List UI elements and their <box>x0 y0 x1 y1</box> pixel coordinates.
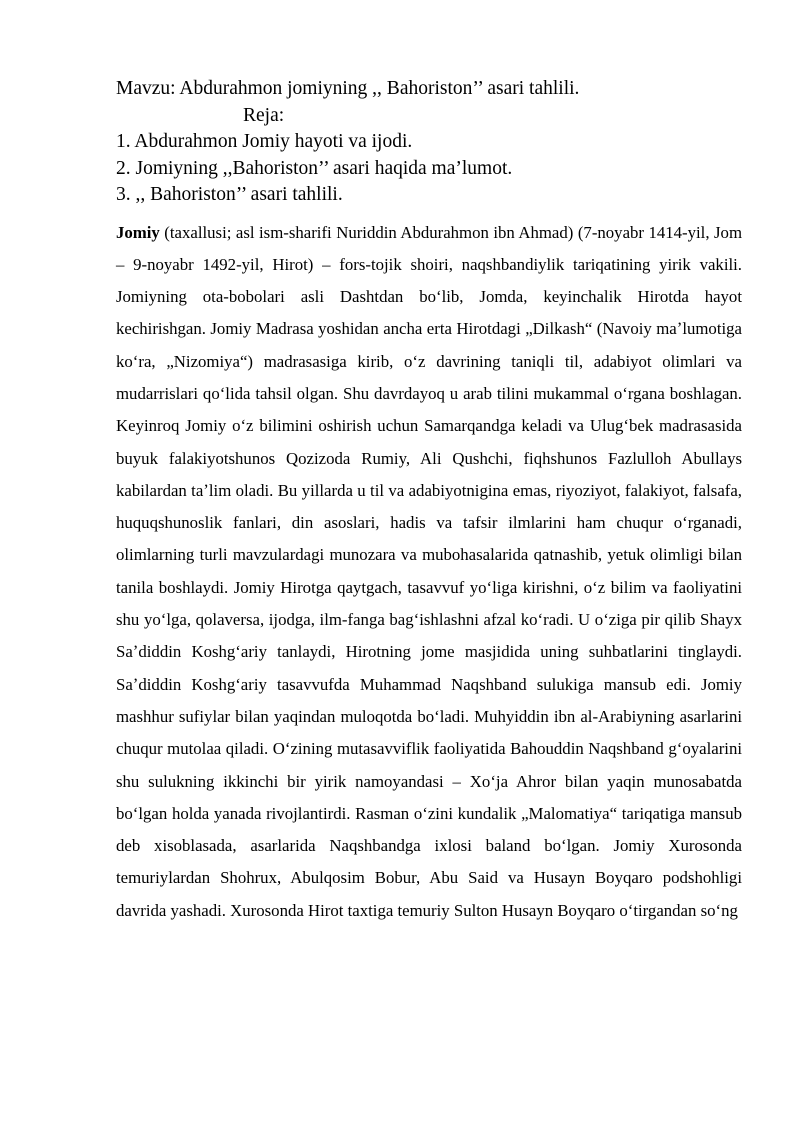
body-paragraph <box>116 217 742 928</box>
plan-heading: Reja: <box>243 104 285 126</box>
plan-item: 2. Jomiyning ,,Bahoriston’’ asari haqida ma’lumot. <box>116 157 513 179</box>
plan-item: 3. ,, Bahoriston’’ asari tahlili. <box>116 184 343 205</box>
plan-item: 1. Abdurahmon Jomiy hayoti va ijodi. <box>116 131 413 152</box>
document-page <box>116 76 742 944</box>
lead-word: Jomiy <box>116 222 160 242</box>
paragraph-text: (taxallusi; asl ism-sharifi Nuriddin Abdurahmon ibn Ahmad) (7-noyabr 1414-yil, Jom – 9-noyabr 1492-yil, Hirot) – fors-tojik shoiri, naqshbandiylik tariqatining yirik vakili. Jomiyning ota-bobolari asli Dashtdan boʻlib, Jomda, keyinchalik Hirotda hayot kechirishgan. Jomiy Madrasa yoshidan ancha erta Hirotdagi „Dilkash“ (Navoiy maʼlumotiga koʻra, „Nizomiya“) madrasasiga kirib, oʻz davrining taniqli til, adabiyot olimlari va mudarrislari qoʻlida tahsil olgan. Shu davrdayoq u arab tilini mukammal oʻrgana boshlagan. Keyinroq Jomiy oʻz bilimini oshirish uchun Samarqandga keladi va Ulugʻbek madrasasida buyuk falakiyotshunos Qozizoda Rumiy, Ali Qushchi, fiqhshunos Fazlulloh Abullays kabilardan taʼlim oladi. Bu yillarda u til va adabiyotnigina emas, riyoziyot, falakiyot, falsafa, huquqshunoslik fanlari, din asoslari, hadis va tafsir ilmlarini ham chuqur oʻrganadi, olimlarning turli mavzulardagi munozara va mubohasalarida qatnashib, yetuk olimligi bilan tanila boshlaydi. Jomiy Hirotga qaytgach, tasavvuf yoʻliga kirishni, oʻz bilim va faoliyatini shu yoʻlga, qolaversa, ijodga, ilm-fanga bagʻishlashni afzal koʻradi. U oʻziga pir qilib Shayx Saʼdiddin Koshgʻariy tanlaydi, Hirotning jome masjidida uning suhbatlarini tinglaydi. Saʼdiddin Koshgʻariy tasavvufda Muhammad Naqshband sulukiga mansub edi. Jomiy mashhur sufiylar bilan yaqindan muloqotda boʻladi. Muhyiddin ibn al-Arabiyning asarlarini chuqur mutolaa qiladi. Oʻzining mutasavviflik faoliyatida Bahouddin Naqshband gʻoyalarini shu sulukning ikkinchi bir yirik namoyandasi – Xoʻja Ahror bilan yaqin munosabatda boʻlgan holda yanada rivojlantirdi. Rasman oʻzini kundalik „Malomatiya“ tariqatiga mansub deb xisoblasada, asarlarida Naqshbandga ixlosi baland boʻlgan. Jomiy Xurosonda temuriylardan Shohrux, Abulqosim Bobur, Abu Said va Husayn Boyqaro podshohligi davrida yashadi. Xurosonda Hirot taxtiga temuriy Sulton Husayn Boyqaro oʻtirgandan soʻng <box>116 222 742 920</box>
topic-title: Mavzu: Abdurahmon jomiyning ,, Bahoriston’’ asari tahlili. <box>116 78 580 99</box>
